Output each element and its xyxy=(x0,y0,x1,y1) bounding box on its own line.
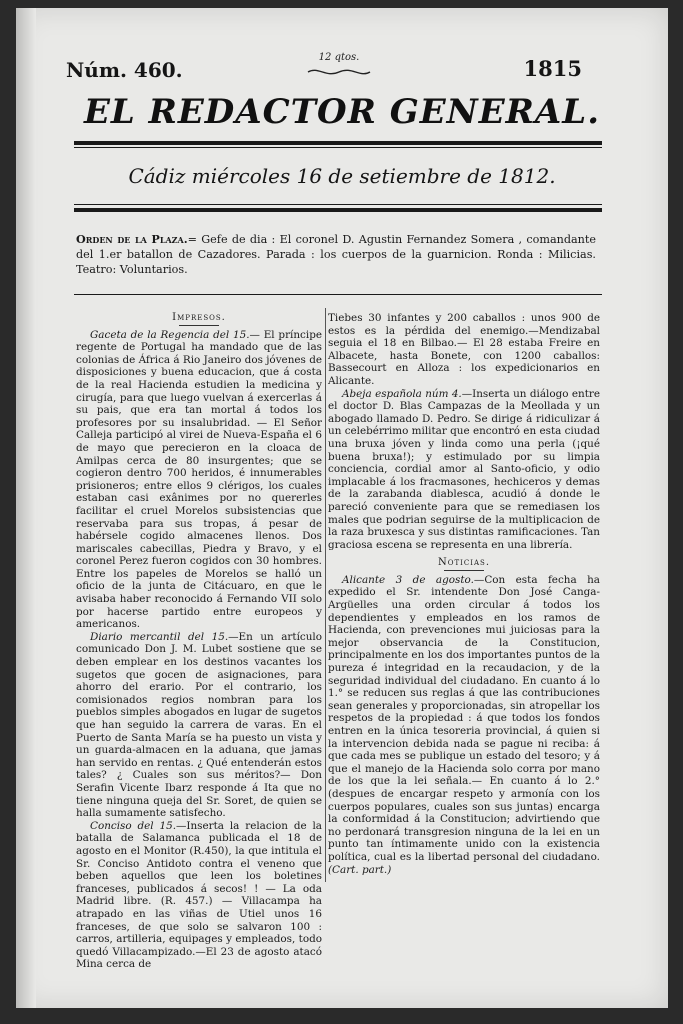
conciso-title: Conciso del 15. xyxy=(90,819,176,832)
issue-year: 1815 xyxy=(523,56,582,81)
masthead-top-line xyxy=(66,52,582,88)
article-abeja xyxy=(328,388,600,552)
page-spine-shadow xyxy=(16,8,36,1008)
impresos-heading: Impresos. xyxy=(172,312,226,323)
newspaper-title: EL REDACTOR GENERAL. xyxy=(83,92,601,132)
section-rule xyxy=(74,294,602,295)
newspaper-page xyxy=(16,8,668,1008)
abeja-title: Abeja española núm 4. xyxy=(342,387,462,400)
title-rule-thin xyxy=(74,147,602,148)
diario-title: Diario mercantil del 15. xyxy=(90,630,229,643)
orden-text: = Gefe de dia : El coronel D. Agustin Fernandez Somera , comandante del 1.er batallon de Cazadores. Parada : los cuerpos de la guarnicion. Ronda : Milicias. Teatro: Voluntarios. xyxy=(76,233,596,276)
gaceta-title: Gaceta de la Regencia del 15. xyxy=(90,328,250,341)
orden-heading: Orden de la Plaza. xyxy=(76,232,188,246)
dateline: Cádiz miércoles 16 de setiembre de 1812. xyxy=(128,164,556,188)
issue-number: Núm. 460. xyxy=(66,58,183,82)
article-conciso-continued: Tiebes 30 infantes y 200 caballos : unos 900 de estos es la pérdida del enemigo.—Mendizabal seguia el 18 en Bilbao.— El 28 estaba Freire en Albacete, hasta Bonete, con 1200 caballos: Bassecourt en Alloza : los expedicionarios en Alicante. xyxy=(328,312,600,387)
column-divider xyxy=(325,308,326,882)
heading-underline xyxy=(444,570,484,571)
article-gaceta xyxy=(76,329,322,631)
issue-price: 12 qtos. xyxy=(318,52,360,63)
left-column xyxy=(76,312,322,971)
date-rule-thick xyxy=(74,208,602,212)
noticias-heading: Noticias. xyxy=(437,557,491,569)
alicante-signature: (Cart. part.) xyxy=(328,863,392,876)
diario-text: —En un artículo comunicado Don J. M. Lubet sostiene que se deben emplear en los destinos vacantes los sugetos que gocen de asignaciones, para ahorro del erario. Por el contrario, los comisionados regios nombran para los pueblos simples abogados en lugar de sugetos que han seguido la carrera de varas. En el Puerto de Santa María se ha puesto un vista y un guarda-almacen en la aduana, que jamas han servido en rentas. ¿ Qué entenderán estos tales? ¿ Cuales son sus méritos?— Don Serafin Vicente Ibarz responde á Ita que no tiene ninguna queja del Sr. Soret, de quien se halla sumamente satisfecho. xyxy=(76,630,322,820)
article-alicante xyxy=(328,574,600,876)
alicante-title: Alicante 3 de agosto. xyxy=(342,573,474,586)
conciso-text: —Inserta la relacion de la batalla de Salamanca publicada el 18 de agosto en el Monitor (R.450), la que intitula el Sr. Conciso Antidoto contra el veneno que beben aquellos que leen los boletines franceses, publicados á secos! ! — La oda Madrid libre. (R. 457.) — Villacampa ha atrapado en las viñas de Utiel unos 16 franceses, de que solo se salvaron 100 : carros, artilleria, equipages y empleados, todo quedó Villacampizado.—El 23 de agosto atacó Mina cerca de xyxy=(76,819,322,971)
right-column xyxy=(328,312,600,876)
article-diario xyxy=(76,631,322,820)
alicante-text: —Con esta fecha ha expedido el Sr. intendente Don José Canga-Argüelles una orden circular á todos los dependientes y empleados en los ramos de Hacienda, con prevenciones mui juiciosas para la mejor observancia de la Constitucion, principalmente en los dos importantes puntos de la pureza é integridad en la recaudacion, y de la seguridad individual del ciudadano. En cuanto á lo 1.° se reducen sus reglas á que las contribuciones sean generales y proporcionadas, sin atropellar los respetos de la propiedad : á que todos los fondos entren en la única tesoreria provincial, á quien si la intervencion debida nada se pague ni reciba: á que cada mes se publique un estado del tesoro; y á que el manejo de la Hacienda solo corra por mano de los que la lei señala.— En cuanto á lo 2.° (despues de encargar respeto y armonía con los cuerpos populares, cuales son sus juntas) encarga la conformidad á la Constitucion; advirtiendo que no perdonará transgresion ninguna de la lei en un punto tan íntimamente unido con la existencia política, cual es la libertad personal del ciudadano. xyxy=(328,573,600,863)
article-conciso xyxy=(76,820,322,971)
title-rule-thick xyxy=(74,141,602,145)
flourish-ornament xyxy=(306,66,372,78)
gaceta-text: — El príncipe regente de Portugal ha mandado que de las colonias de África á Rio Janeiro dos jóvenes de disposiciones y buena educacion, que á costa de la real Hacienda estudien la medicina y cirugía, para que luego vuelvan á exercerlas á su pais, que era tan mortal á todos los profesores por su insalubridad. — El Señor Calleja participó al virei de Nueva-España el 6 de mayo que perecieron en la cloaca de Amilpas cerca de 80 insurgentes; que se cogieron dentro 700 heridos, é innumerables prisioneros; entre ellos 9 clérigos, los cuales estaban casi exânimes por no quererles facilitar el cruel Morelos subsistencias que reservaba para sus tropas, á pesar de habérsele cogido almacenes llenos. Dos mariscales cabecillas, Piedra y Bravo, y el coronel Perez fueron cogidos con 30 hombres. Entre los papeles de Morelos se halló un oficio de la junta de Citácuaro, en que le avisaba haber reconocido á Fernando VII solo por hacerse partido entre europeos y americanos. xyxy=(76,328,322,631)
date-rule-thin xyxy=(74,204,602,205)
abeja-text: —Inserta un diálogo entre el doctor D. Blas Campazas de la Meollada y un abogado llamado D. Pedro. Se dirige á ridiculizar á un celebérrimo militar que encontró en esta ciudad una bruxa jóven y linda como una perla (¡qué buena bruxa!); y estimulado por su limpia conciencia, cordial amor al Santo-oficio, y odio implacable á los fracmasones, hechiceros y demas de la zarabanda diablesca, acudió á donde le pareció conveniente para que se remediasen los males que podrian seguirse de la multiplicacion de la raza bruxesca y sus distintas ramificaciones. Tan graciosa escena se representa en una librería. xyxy=(328,387,601,551)
orden-de-la-plaza xyxy=(76,232,596,277)
heading-underline xyxy=(179,325,219,326)
